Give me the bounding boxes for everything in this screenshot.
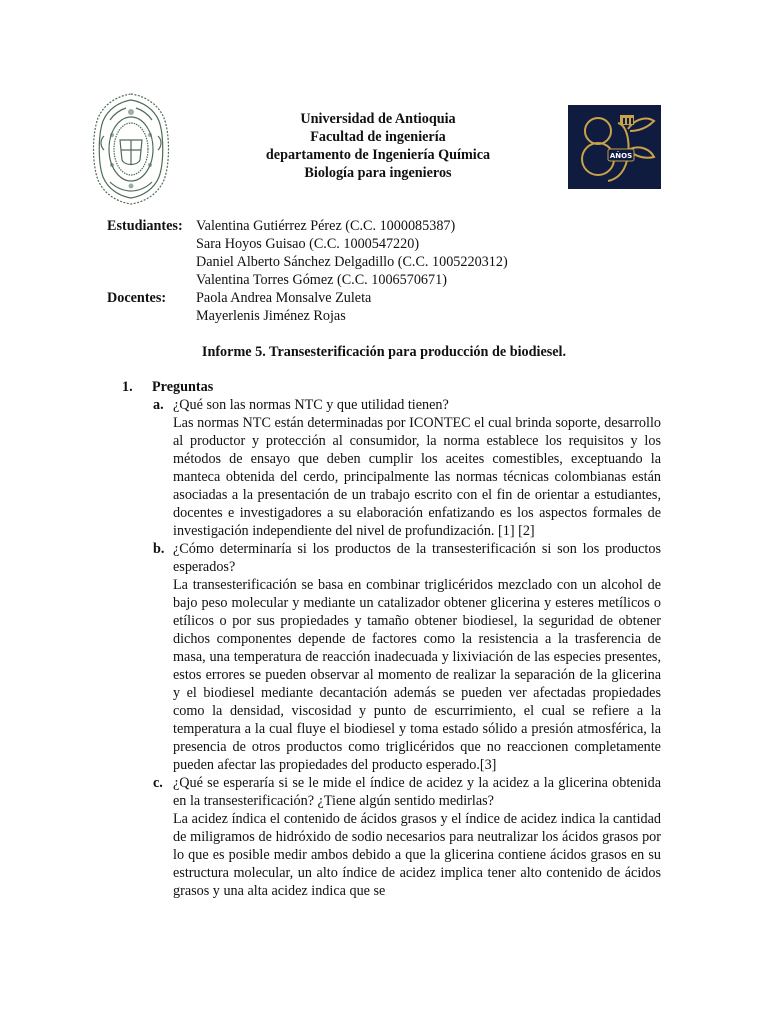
section-number: 1. [122,379,133,395]
answer-text: Las normas NTC están determinadas por ICONTEC el cual brinda soporte, desarrollo al productor y protección al consumidor, la norma establece los requisitos y los métodos de ensayo que deben cumplir los aceites comestibles, exceptuando la manteca obtenida del cerdo, principalmente las normas técnicas colombianas están asociadas a la presentación de un trabajo escrito con el fin de orientar a estudiantes, docentes e investigadores a su elaboración enfatizando es los aspectos formales de investigación independiente del nivel de profundización. [1] [2] [173,415,661,539]
section-heading [107,378,661,396]
answer-text: La transesterificación se basa en combinar triglicéridos mezclado con un alcohol de bajo peso molecular y mediante un catalizador obtener glicerina y esteres metílicos o etílicos o por sus propiedades y tamaño obtener biodiesel, la seguridad de obtener dichos componentes depende de factores como la resistencia a la trasferencia de masa, una temperatura de reacción inadecuada y lixiviación de las especies presentes, estos errores se pueden observar al momento de realizar la separación de la glicerina y el biodiesel mediante decantación además se pueden ver afectadas propiedades como la densidad, viscosidad y punto de escurrimiento, el cual se refiere a la temperatura a la cual fluye el biodiesel y toma estado sólido a presión atmosférica, la presencia de otros productos como triglicéridos que no reaccionen completamente pueden afectar las propiedades del producto esperado.[3] [173,577,661,773]
teachers-row [107,289,667,307]
question-text: ¿Qué son las normas NTC y que utilidad tienen? [173,397,449,413]
teachers-row [107,307,667,325]
students-label: Estudiantes: [107,218,183,234]
question-item [153,396,661,540]
question-letter: b. [153,541,165,557]
student-name: Daniel Alberto Sánchez Delgadillo (C.C. 1005220312) [196,254,508,270]
people-block [107,217,667,325]
questions-section [107,378,661,900]
question-item [153,774,661,900]
university-seal-icon [90,90,172,208]
answer-text: La acidez índica el contenido de ácidos grasos y el índice de acidez indica la cantidad de miligramos de hidróxido de sodio necesarios para neutralizar los ácidos grasos por lo que es posible medir ambos debido a que la glicerina contiene ácidos grasos en su estructura molecular, un alto índice de acidez implica tener alto contenido de ácidos grasos y una alta acidez indica que se [173,811,661,899]
question-text: ¿Qué se esperaría si se le mide el índice de acidez y la acidez a la glicerina obtenida en la transesterificación? ¿Tiene algún sentido medirlas? [173,775,661,809]
question-letter: c. [153,775,163,791]
teachers-label: Docentes: [107,290,167,306]
section-title: Preguntas [152,379,214,395]
question-content [173,540,661,774]
header-block [200,110,556,182]
student-name: Valentina Gutiérrez Pérez (C.C. 1000085387) [196,218,456,234]
question-text: ¿Cómo determinaría si los productos de la transesterificación si son los productos esperados? [173,541,661,575]
report-title: Informe 5. Transesterificación para producción de biodiesel. [201,344,567,360]
empty-label [107,307,196,325]
students-row [107,217,667,235]
course-name: Biología para ingenieros [304,165,452,181]
question-content [173,396,661,540]
students-row [107,253,667,271]
anniversary-logo [568,105,661,189]
students-row [107,235,667,253]
anniversary-logo-icon [568,105,661,189]
student-name: Valentina Torres Gómez (C.C. 1006570671) [196,272,447,288]
teacher-name: Mayerlenis Jiménez Rojas [196,308,346,324]
department-name: departamento de Ingeniería Química [265,147,491,163]
faculty-name: Facultad de ingeniería [310,129,446,145]
empty-label [107,235,196,253]
empty-label [107,271,196,289]
student-name: Sara Hoyos Guisao (C.C. 1000547220) [196,236,420,252]
students-row [107,271,667,289]
teacher-name: Paola Andrea Monsalve Zuleta [196,290,372,306]
question-item [153,540,661,774]
empty-label [107,253,196,271]
question-letter: a. [153,397,164,413]
logo-anos-text: AÑOS [609,152,633,160]
university-name: Universidad de Antioquia [300,111,456,127]
question-content [173,774,661,900]
